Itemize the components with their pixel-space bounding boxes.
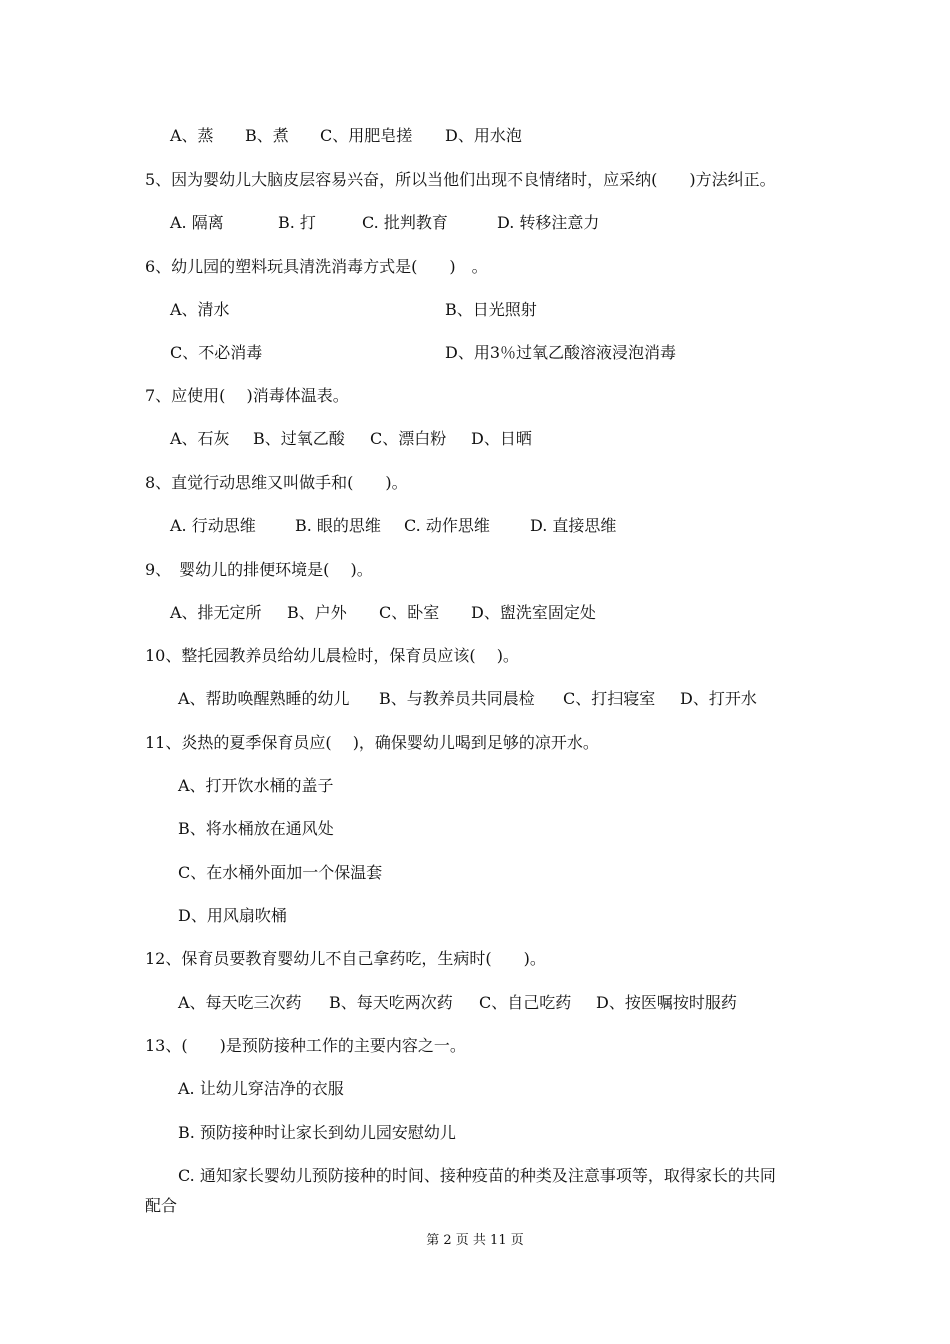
q4-option-b: B、煮 (245, 126, 289, 145)
q5-option-b: B. 打 (278, 213, 316, 232)
q7-option-a: A、石灰 (170, 429, 230, 448)
q10-option-a: A、帮助唤醒熟睡的幼儿 (178, 689, 350, 708)
q10-stem: 10、整托园教养员给幼儿晨检时，保育员应该( )。 (145, 646, 519, 665)
q6-option-b: B、日光照射 (445, 300, 537, 319)
q5-option-a: A. 隔离 (170, 213, 224, 232)
q5-option-d: D. 转移注意力 (497, 213, 600, 232)
q10-option-b: B、与教养员共同晨检 (379, 689, 535, 708)
q8-option-a: A. 行动思维 (170, 516, 256, 535)
page-footer: 第 2 页 共 11 页 (426, 1233, 524, 1248)
q13-option-c: C. 通知家长婴幼儿预防接种的时间、接种疫苗的种类及注意事项等，取得家长的共同 (178, 1166, 776, 1185)
q8-option-b: B. 眼的思维 (295, 516, 381, 535)
q8-option-c: C. 动作思维 (404, 516, 490, 535)
q11-option-c: C、在水桶外面加一个保温套 (178, 863, 383, 882)
q9-stem: 9、 婴幼儿的排便环境是( )。 (145, 560, 373, 579)
q4-option-a: A、蒸 (170, 126, 214, 145)
q7-stem: 7、应使用( )消毒体温表。 (145, 386, 349, 405)
q11-option-b: B、将水桶放在通风处 (178, 819, 334, 838)
q9-option-b: B、户外 (287, 603, 347, 622)
q9-option-d: D、盥洗室固定处 (471, 603, 596, 622)
q10-option-d: D、打开水 (680, 689, 757, 708)
q5-option-c: C. 批判教育 (362, 213, 448, 232)
q6-option-a: A、清水 (170, 300, 230, 319)
q6-option-d: D、用3％过氧乙酸溶液浸泡消毒 (445, 343, 677, 362)
q11-option-d: D、用风扇吹桶 (178, 906, 287, 925)
q12-stem: 12、保育员要教育婴幼儿不自己拿药吃，生病时( )。 (145, 949, 546, 968)
q11-option-a: A、打开饮水桶的盖子 (178, 776, 334, 795)
q13-stem: 13、( )是预防接种工作的主要内容之一。 (145, 1036, 466, 1055)
q12-option-c: C、自己吃药 (479, 993, 572, 1012)
q12-option-d: D、按医嘱按时服药 (596, 993, 737, 1012)
q9-option-c: C、卧室 (379, 603, 440, 622)
q12-option-a: A、每天吃三次药 (178, 993, 302, 1012)
q4-option-d: D、用水泡 (445, 126, 522, 145)
q7-option-d: D、日晒 (471, 429, 532, 448)
q10-option-c: C、打扫寝室 (563, 689, 656, 708)
q13-option-c-continued: 配合 (145, 1196, 178, 1215)
q8-option-d: D. 直接思维 (530, 516, 617, 535)
q9-option-a: A、排无定所 (170, 603, 262, 622)
q13-option-a: A. 让幼儿穿洁净的衣服 (178, 1079, 344, 1098)
q7-option-b: B、过氧乙酸 (253, 429, 345, 448)
q11-stem: 11、炎热的夏季保育员应( )，确保婴幼儿喝到足够的凉开水。 (145, 733, 599, 752)
q13-option-b: B. 预防接种时让家长到幼儿园安慰幼儿 (178, 1123, 456, 1142)
q4-option-c: C、用肥皂搓 (320, 126, 413, 145)
q12-option-b: B、每天吃两次药 (329, 993, 453, 1012)
q8-stem: 8、直觉行动思维又叫做手和( )。 (145, 473, 408, 492)
q7-option-c: C、漂白粉 (370, 429, 447, 448)
q6-stem: 6、幼儿园的塑料玩具清洗消毒方式是( ) 。 (145, 257, 488, 276)
q6-option-c: C、不必消毒 (170, 343, 263, 362)
q5-stem: 5、因为婴幼儿大脑皮层容易兴奋，所以当他们出现不良情绪时，应采纳( )方法纠正。 (145, 170, 776, 189)
